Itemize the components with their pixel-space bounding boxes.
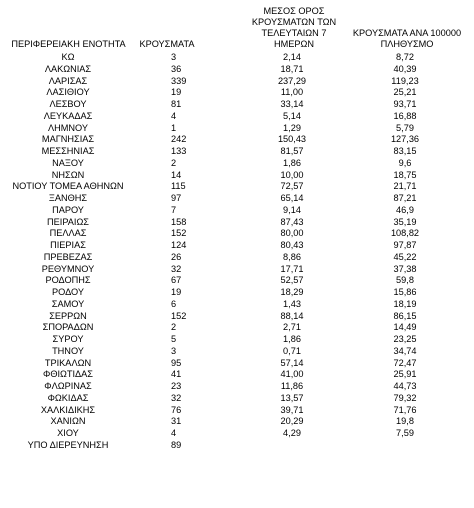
per100k-cell: 46,9: [396, 204, 414, 215]
cases-cell: 158: [171, 216, 187, 227]
per100k-cell: 40,39: [393, 63, 417, 74]
header-avg7-line3: ΤΕΛΕΥΤΑΙΩΝ 7 ΗΜΕΡΩΝ: [261, 28, 327, 49]
per100k-cell: 45,22: [393, 251, 417, 262]
header-per100k-line2: ΠΛΗΘΥΣΜΟ: [380, 39, 434, 49]
header-avg7-line2: ΚΡΟΥΣΜΑΤΩΝ ΤΩΝ: [251, 17, 337, 27]
per100k-cell: 71,76: [393, 404, 417, 415]
region-cell: ΦΩΚΙΔΑΣ: [47, 392, 89, 403]
avg7-cell: 1,86: [283, 157, 301, 168]
region-cell: ΠΑΡΟΥ: [52, 204, 84, 215]
table-row: [0, 275, 474, 287]
table-row: [0, 299, 474, 311]
table-row: [0, 440, 474, 452]
table-row: [0, 393, 474, 405]
table-row: [0, 134, 474, 146]
region-cell: ΣΕΡΡΩΝ: [49, 310, 87, 321]
table-row: [0, 205, 474, 217]
region-cell: ΦΛΩΡΙΝΑΣ: [44, 381, 92, 391]
avg7-cell: 4,29: [283, 428, 301, 438]
per100k-cell: 18,19: [393, 298, 417, 309]
table-row: [0, 264, 474, 276]
region-cell: ΚΩ: [61, 52, 75, 62]
avg7-cell: 5,14: [283, 110, 301, 121]
per100k-cell: 15,86: [393, 287, 417, 297]
table-row: [0, 123, 474, 135]
avg7-cell: 39,71: [280, 404, 304, 415]
table-row: [0, 322, 474, 334]
table-header: [0, 0, 474, 53]
table-row: [0, 64, 474, 76]
avg7-cell: 41,00: [280, 369, 304, 380]
avg7-cell: 18,29: [280, 287, 304, 297]
region-cell: ΠΡΕΒΕΖΑΣ: [43, 251, 93, 262]
table-row: [0, 158, 474, 170]
table-row: [0, 146, 474, 158]
per100k-cell: 83,15: [393, 146, 417, 156]
cases-cell: 3: [171, 52, 177, 62]
region-cell: ΡΟΔΟΠΗΣ: [45, 275, 91, 286]
header-per100k: [343, 28, 471, 50]
region-cell: ΧΑΛΚΙΔΙΚΗΣ: [40, 404, 96, 415]
avg7-cell: 1,86: [283, 334, 301, 344]
per100k-cell: 8,72: [396, 52, 414, 62]
per100k-cell: 108,82: [390, 228, 420, 239]
header-avg7: [243, 6, 345, 50]
avg7-cell: 11,00: [280, 87, 304, 98]
cases-cell: 133: [171, 146, 187, 156]
cases-cell: 32: [171, 263, 182, 274]
avg7-cell: 1,43: [283, 298, 301, 309]
region-cell: ΣΑΜΟΥ: [51, 298, 85, 309]
avg7-cell: 2,14: [283, 52, 301, 62]
avg7-cell: 237,29: [277, 75, 307, 86]
region-cell: ΞΑΝΘΗΣ: [48, 193, 88, 203]
region-cell: ΧΑΝΙΩΝ: [50, 416, 86, 427]
header-avg7-line1: ΜΕΣΟΣ ΟΡΟΣ: [263, 6, 325, 16]
avg7-cell: 17,71: [280, 263, 304, 274]
per100k-cell: 37,38: [393, 263, 417, 274]
cases-cell: 31: [171, 416, 182, 427]
per100k-cell: 21,71: [393, 181, 417, 192]
table-row: [0, 334, 474, 346]
table-row: [0, 87, 474, 99]
table-row: [0, 346, 474, 358]
per100k-cell: 23,25: [393, 334, 417, 344]
per100k-cell: 119,23: [391, 75, 419, 86]
table-row: [0, 405, 474, 417]
table-row: [0, 369, 474, 381]
region-cell: ΜΕΣΣΗΝΙΑΣ: [41, 146, 95, 156]
region-cell: ΡΕΘΥΜΝΟΥ: [41, 263, 95, 274]
cases-cell: 19: [171, 87, 182, 98]
avg7-cell: 20,29: [280, 416, 304, 427]
cases-cell: 95: [171, 357, 182, 368]
region-cell: ΜΑΓΝΗΣΙΑΣ: [41, 134, 95, 145]
avg7-cell: 57,14: [280, 357, 304, 368]
cases-cell: 115: [171, 181, 186, 192]
table-row: [0, 76, 474, 88]
avg7-cell: 88,14: [280, 310, 304, 321]
per100k-cell: 59,8: [396, 275, 414, 286]
table-row: [0, 287, 474, 299]
region-cell: ΛΑΚΩΝΙΑΣ: [44, 63, 92, 74]
avg7-cell: 87,43: [280, 216, 304, 227]
table-row: [0, 181, 474, 193]
region-cell: ΝΑΞΟΥ: [52, 157, 84, 168]
cases-cell: 89: [171, 439, 182, 450]
region-cell: ΥΠΟ ΔΙΕΡΕΥΝΗΣΗ: [27, 439, 109, 450]
avg7-cell: 33,14: [280, 99, 304, 109]
per100k-cell: 34,74: [393, 345, 417, 356]
table-body: [0, 52, 474, 452]
cases-cell: 4: [171, 110, 177, 121]
cases-cell: 7: [171, 204, 177, 215]
region-cell: ΛΕΣΒΟΥ: [49, 99, 87, 109]
avg7-cell: 81,57: [280, 146, 304, 156]
region-cell: ΛΑΣΙΘΙΟΥ: [46, 87, 90, 98]
cases-cell: 19: [171, 287, 182, 297]
cases-cell: 124: [171, 240, 187, 250]
header-per100k-line1: ΚΡΟΥΣΜΑΤΑ ΑΝΑ 100000: [352, 28, 462, 38]
table-row: [0, 99, 474, 111]
table-row: [0, 240, 474, 252]
table-row: [0, 428, 474, 440]
table-row: [0, 381, 474, 393]
per100k-cell: 18,75: [393, 169, 417, 180]
cases-cell: 6: [171, 298, 177, 309]
header-region: ΠΕΡΙΦΕΡΕΙΑΚΗ ΕΝΟΤΗΤΑ: [11, 39, 126, 49]
region-cell: ΛΕΥΚΑΔΑΣ: [43, 110, 93, 121]
avg7-cell: 80,43: [280, 240, 304, 250]
per100k-cell: 44,73: [393, 381, 417, 391]
cases-cell: 81: [171, 99, 182, 109]
table-row: [0, 252, 474, 264]
region-cell: ΧΙΟΥ: [57, 428, 79, 438]
per100k-cell: 87,21: [393, 193, 417, 203]
cases-cell: 23: [171, 381, 182, 391]
avg7-cell: 52,57: [280, 275, 304, 286]
avg7-cell: 80,00: [280, 228, 304, 239]
avg7-cell: 18,71: [280, 63, 304, 74]
cases-cell: 76: [171, 404, 182, 415]
avg7-cell: 1,29: [283, 122, 301, 133]
avg7-cell: 13,57: [280, 392, 304, 403]
per100k-cell: 86,15: [393, 310, 417, 321]
table-row: [0, 217, 474, 229]
per100k-cell: 19,8: [396, 416, 414, 427]
cases-cell: 26: [171, 251, 182, 262]
per100k-cell: 79,32: [393, 392, 417, 403]
per100k-cell: 14,49: [393, 322, 417, 333]
region-cell: ΣΥΡΟΥ: [52, 334, 84, 344]
region-cell: ΠΕΙΡΑΙΩΣ: [47, 216, 89, 227]
region-cell: ΦΘΙΩΤΙΔΑΣ: [42, 369, 93, 380]
table-row: [0, 193, 474, 205]
cases-cell: 32: [171, 392, 182, 403]
region-cell: ΣΠΟΡΑΔΩΝ: [42, 322, 94, 333]
cases-cell: 2: [171, 157, 177, 168]
cases-cell: 3: [171, 345, 177, 356]
header-cases: ΚΡΟΥΣΜΑΤΑ: [139, 39, 195, 49]
table-row: [0, 170, 474, 182]
table-row: [0, 228, 474, 240]
cases-cell: 1: [171, 122, 177, 133]
table-row: [0, 416, 474, 428]
avg7-cell: 8,86: [283, 251, 301, 262]
cases-cell: 2: [171, 322, 177, 333]
cases-cell: 41: [171, 369, 182, 380]
avg7-cell: 11,86: [280, 381, 304, 391]
region-cell: ΠΙΕΡΙΑΣ: [50, 240, 86, 250]
per100k-cell: 35,19: [393, 216, 417, 227]
cases-cell: 97: [171, 193, 182, 203]
avg7-cell: 72,57: [280, 181, 304, 192]
table-row: [0, 52, 474, 64]
per100k-cell: 25,91: [393, 369, 417, 380]
cases-cell: 14: [171, 169, 182, 180]
per100k-cell: 7,59: [396, 428, 414, 438]
table-row: [0, 358, 474, 370]
per100k-cell: 9,6: [398, 157, 412, 168]
cases-cell: 152: [171, 228, 187, 239]
avg7-cell: 10,00: [280, 169, 304, 180]
region-cell: ΛΗΜΝΟΥ: [47, 122, 89, 133]
per100k-cell: 97,87: [393, 240, 417, 250]
avg7-cell: 65,14: [280, 193, 304, 203]
per100k-cell: 93,71: [393, 99, 417, 109]
cases-cell: 4: [171, 428, 177, 438]
per100k-cell: 5,79: [396, 122, 414, 133]
cases-cell: 67: [171, 275, 182, 286]
avg7-cell: 0,71: [283, 345, 301, 356]
cases-cell: 242: [171, 134, 187, 145]
per100k-cell: 16,88: [393, 110, 417, 121]
region-cell: ΤΡΙΚΑΛΩΝ: [44, 357, 92, 368]
per100k-cell: 25,21: [393, 87, 417, 98]
cases-cell: 5: [171, 334, 177, 344]
avg7-cell: 150,43: [277, 134, 307, 145]
per100k-cell: 72,47: [393, 357, 417, 368]
per100k-cell: 127,36: [390, 134, 420, 145]
cases-cell: 339: [171, 75, 187, 86]
region-cell: ΡΟΔΟΥ: [51, 287, 84, 297]
cases-cell: 36: [171, 63, 182, 74]
table-row: [0, 311, 474, 323]
region-cell: ΝΟΤΙΟΥ ΤΟΜΕΑ ΑΘΗΝΩΝ: [12, 181, 124, 192]
region-cell: ΠΕΛΛΑΣ: [49, 228, 87, 239]
avg7-cell: 9,14: [283, 204, 301, 215]
region-cell: ΛΑΡΙΣΑΣ: [48, 75, 88, 86]
table-row: [0, 111, 474, 123]
avg7-cell: 2,71: [283, 322, 301, 333]
region-cell: ΝΗΣΩΝ: [51, 169, 85, 180]
region-cell: ΤΗΝΟΥ: [52, 345, 84, 356]
cases-cell: 152: [171, 310, 187, 321]
